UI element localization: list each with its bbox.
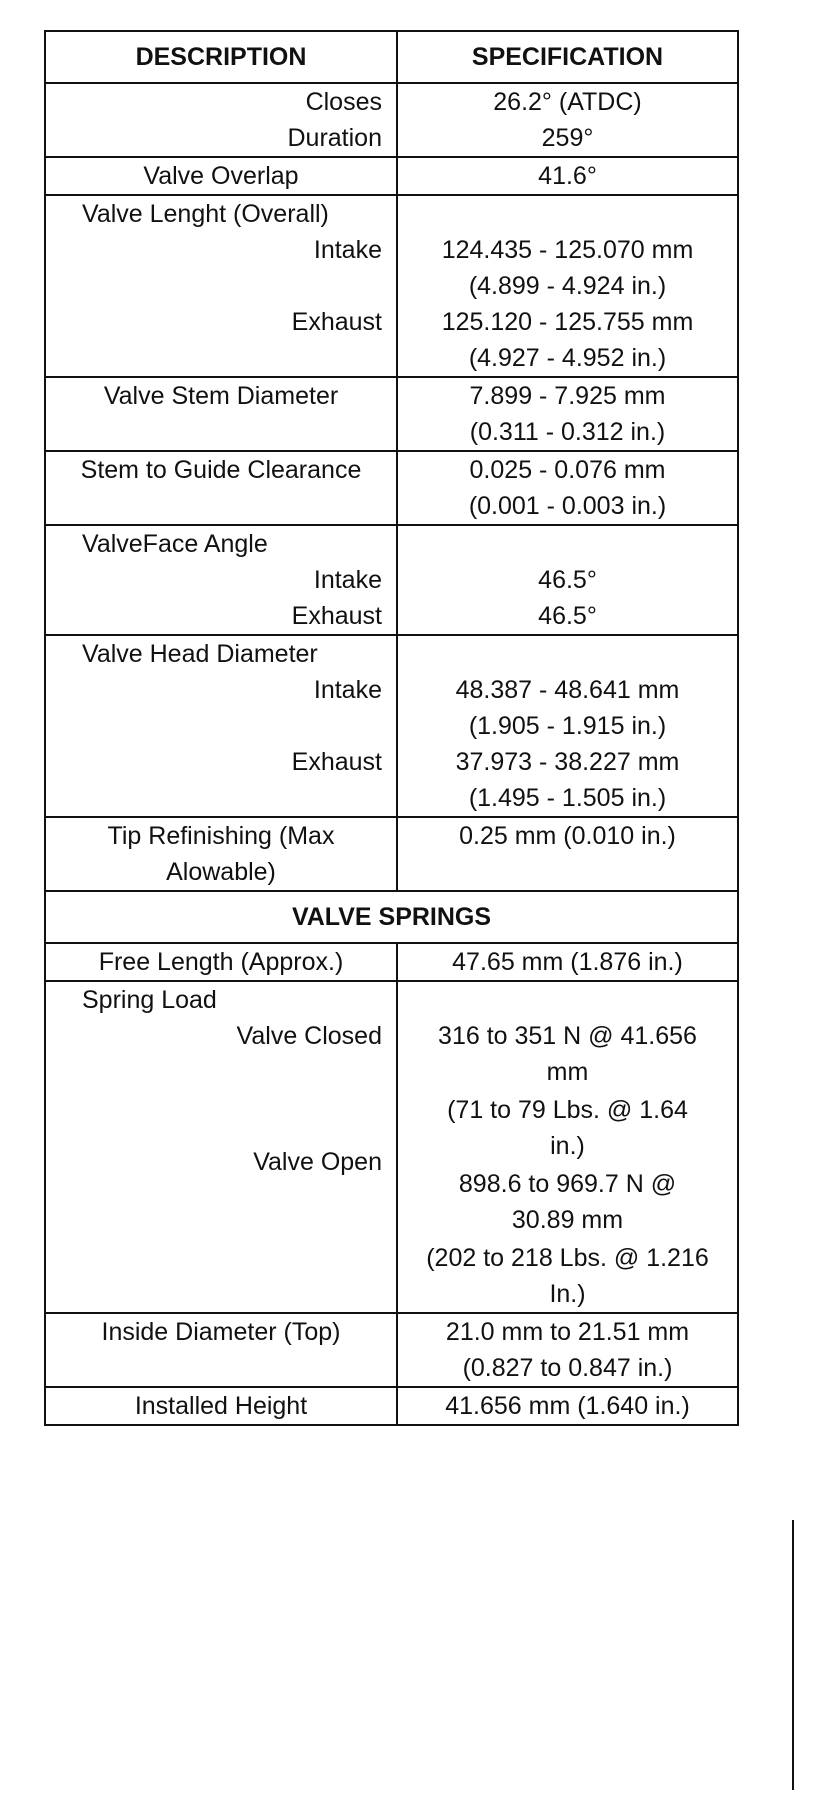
face-angle-label: ValveFace Angle [82, 530, 268, 558]
tip-refinishing-label-line1: Tip Refinishing (Max [107, 822, 335, 850]
camshaft-row [45, 83, 738, 157]
valve-length-values [397, 195, 738, 377]
closes-value: 26.2° (ATDC) [493, 88, 642, 116]
head-diameter-intake-label: Intake [313, 676, 382, 704]
spring-load-label: Spring Load [82, 986, 217, 1014]
duration-value: 259° [541, 124, 594, 152]
inside-diameter-in: (0.827 to 0.847 in.) [462, 1354, 673, 1382]
face-angle-labels [45, 525, 397, 635]
valve-closed-lbs-line1: (71 to 79 Lbs. @ 1.64 [447, 1096, 688, 1124]
installed-height-row [45, 1387, 738, 1425]
valve-length-exhaust-in: (4.927 - 4.952 in.) [468, 344, 667, 372]
valve-closed-label: Valve Closed [236, 1022, 382, 1050]
face-angle-row [45, 525, 738, 635]
inside-diameter-mm: 21.0 mm to 21.51 mm [445, 1318, 690, 1346]
valve-overlap-row [45, 157, 738, 195]
valve-closed-lbs-line2: in.) [550, 1132, 585, 1160]
spring-load-row [45, 981, 738, 1313]
valve-closed-n-line1: 316 to 351 N @ 41.656 [438, 1022, 697, 1050]
valve-overlap-label: Valve Overlap [45, 157, 397, 195]
head-diameter-values [397, 635, 738, 817]
valve-open-n-line2: 30.89 mm [511, 1206, 624, 1234]
valve-length-intake-mm: 124.435 - 125.070 mm [441, 236, 694, 264]
stem-diameter-mm: 7.899 - 7.925 mm [469, 382, 666, 410]
header-row [45, 31, 738, 83]
stem-diameter-values [397, 377, 738, 451]
valve-open-lbs-line2: In.) [549, 1280, 586, 1308]
valve-open-label: Valve Open [253, 1148, 382, 1176]
camshaft-labels [45, 83, 397, 157]
free-length-value: 47.65 mm (1.876 in.) [397, 943, 738, 981]
guide-clearance-row [45, 451, 738, 525]
stem-diameter-label: Valve Stem Diameter [45, 377, 397, 451]
margin-change-bar [792, 1520, 794, 1790]
closes-label: Closes [305, 88, 382, 116]
head-diameter-intake-in: (1.905 - 1.915 in.) [468, 712, 667, 740]
tip-refinishing-row [45, 817, 738, 891]
specification-header: SPECIFICATION [397, 31, 738, 83]
head-diameter-label: Valve Head Diameter [82, 640, 318, 668]
valve-length-exhaust-label: Exhaust [291, 308, 382, 336]
inside-diameter-values [397, 1313, 738, 1387]
guide-clearance-label: Stem to Guide Clearance [45, 451, 397, 525]
face-angle-intake-value: 46.5° [538, 566, 597, 594]
tip-refinishing-labels [45, 817, 397, 891]
free-length-label: Free Length (Approx.) [45, 943, 397, 981]
installed-height-value: 41.656 mm (1.640 in.) [397, 1387, 738, 1425]
valve-open-n-line1: 898.6 to 969.7 N @ [458, 1170, 677, 1198]
camshaft-values [397, 83, 738, 157]
spec-table [44, 30, 739, 1426]
spring-load-labels [45, 981, 397, 1313]
face-angle-exhaust-label: Exhaust [291, 602, 382, 630]
spring-load-values [397, 981, 738, 1313]
stem-diameter-in: (0.311 - 0.312 in.) [469, 418, 666, 446]
stem-diameter-row [45, 377, 738, 451]
valve-length-labels [45, 195, 397, 377]
valve-springs-section-title: VALVE SPRINGS [45, 891, 738, 943]
face-angle-exhaust-value: 46.5° [538, 602, 597, 630]
valve-length-intake-in: (4.899 - 4.924 in.) [468, 272, 667, 300]
duration-label: Duration [287, 124, 382, 152]
valve-length-exhaust-mm: 125.120 - 125.755 mm [441, 308, 694, 336]
valve-overlap-value: 41.6° [397, 157, 738, 195]
head-diameter-intake-mm: 48.387 - 48.641 mm [455, 676, 680, 704]
description-header: DESCRIPTION [45, 31, 397, 83]
valve-length-row [45, 195, 738, 377]
face-angle-intake-label: Intake [313, 566, 382, 594]
installed-height-label: Installed Height [45, 1387, 397, 1425]
head-diameter-row [45, 635, 738, 817]
tip-refinishing-value: 0.25 mm (0.010 in.) [397, 817, 738, 891]
guide-clearance-mm: 0.025 - 0.076 mm [469, 456, 666, 484]
inside-diameter-row [45, 1313, 738, 1387]
face-angle-values [397, 525, 738, 635]
tip-refinishing-label-line2: Alowable) [166, 858, 276, 886]
head-diameter-exhaust-in: (1.495 - 1.505 in.) [468, 784, 667, 812]
valve-open-lbs-line1: (202 to 218 Lbs. @ 1.216 [426, 1244, 709, 1272]
guide-clearance-in: (0.001 - 0.003 in.) [468, 492, 667, 520]
head-diameter-labels [45, 635, 397, 817]
valve-length-intake-label: Intake [313, 236, 382, 264]
head-diameter-exhaust-label: Exhaust [291, 748, 382, 776]
head-diameter-exhaust-mm: 37.973 - 38.227 mm [455, 748, 680, 776]
valve-springs-section-row [45, 891, 738, 943]
inside-diameter-label: Inside Diameter (Top) [45, 1313, 397, 1387]
free-length-row [45, 943, 738, 981]
valve-length-label: Valve Lenght (Overall) [82, 200, 329, 228]
valve-closed-n-line2: mm [546, 1058, 589, 1086]
guide-clearance-values [397, 451, 738, 525]
